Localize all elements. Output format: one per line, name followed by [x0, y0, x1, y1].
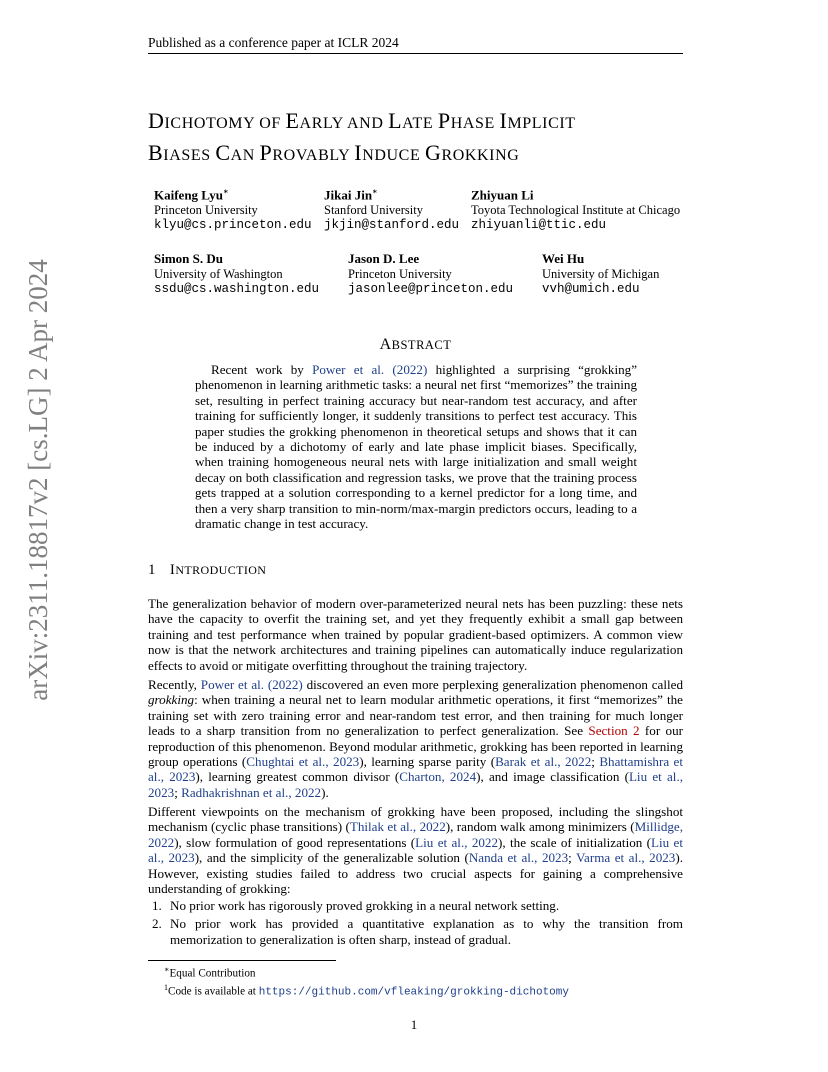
citation-link[interactable]: Radhakrishnan et al., 2022	[181, 784, 322, 800]
author-affiliation: Stanford University	[324, 202, 423, 217]
author-email[interactable]: jasonlee@princeton.edu	[348, 282, 514, 296]
numbered-list	[148, 898, 683, 950]
author-affiliation: Princeton University	[348, 266, 452, 281]
author-email[interactable]: ssdu@cs.washington.edu	[154, 282, 320, 296]
running-head: Published as a conference paper at ICLR 2024	[148, 35, 399, 50]
citation-link[interactable]: Bhattamishra et al., 2023	[148, 754, 684, 785]
section-ref-link[interactable]: Section 2	[588, 723, 640, 739]
section-heading-introduction: 1 INTRODUCTION	[148, 562, 267, 578]
citation-link[interactable]: Millidge, 2022	[148, 819, 683, 850]
abstract-heading: ABSTRACT	[379, 336, 452, 353]
header-rule	[148, 53, 683, 54]
footnote-code: $^1$Code is available at https://github.com/vfleaking/grokking-dichotomy	[164, 983, 569, 999]
author-block	[348, 251, 513, 298]
list-item	[148, 898, 683, 913]
author-name: Jason D. Lee	[348, 251, 420, 266]
author-name: Jikai Jin	[324, 187, 373, 203]
list-item-text: No prior work has provided a quantitative explanation as to why the transition from memorization to generalization is often sharp, instead of gradual.	[170, 916, 683, 947]
author-affiliation: University of Washington	[154, 266, 283, 281]
citation-link[interactable]: Liu et al., 2023	[148, 834, 683, 866]
author-affiliation: University of Michigan	[542, 266, 660, 281]
author-block	[154, 184, 312, 234]
intro-paragraph-1: The generalization behavior of modern over-parameterized neural nets has been puzzling: these nets have the capacity to overfit the training set, and yet they frequently exhibit a small gap between training and test performance when trained by popular gradient-based optimizers. A common view now is that the network architectures and training pipelines can automatically induce regularization effects to avoid or mitigate overfitting throughout the training trajectory.	[148, 596, 683, 673]
citation-link[interactable]: Chughtai et al., 2023	[246, 754, 360, 770]
citation-link[interactable]: Nanda et al., 2023	[468, 850, 569, 866]
arxiv-stamp: arXiv:2311.18817v2 [cs.LG] 2 Apr 2024	[23, 259, 53, 701]
citation-link[interactable]: Power et al. (2022)	[200, 677, 303, 692]
title-line-2: BIASES CAN PROVABLY INDUCE GROKKING	[148, 140, 520, 165]
author-block	[154, 251, 319, 298]
list-item	[148, 916, 683, 947]
list-item-text: No prior work has rigorously proved grokking in a neural network setting.	[170, 898, 560, 913]
equal-contribution-mark: ∗	[372, 187, 378, 196]
footnotes	[164, 963, 569, 1000]
citation-link[interactable]: Liu et al., 2022	[415, 834, 499, 850]
grokking-term: grokking	[148, 692, 195, 708]
author-block	[324, 184, 459, 234]
citation-link[interactable]: Charton, 2024	[399, 769, 477, 785]
intro-paragraph-3: Different viewpoints on the mechanism of grokking have been proposed, including the slingshot mechanism (cyclic phase transitions) (Thilak et al., 2022), random walk among minimizers (Millidge, 2022), slow formulation of good representations (Liu et al., 2022), the scale of initialization (Liu et al., 2023), and the simplicity of the generalizable solution (Nanda et al., 2023; Varma et al., 2023). However, existing studies failed to address two crucial aspects for gaining a comprehensive understanding of grokking:	[148, 804, 683, 897]
author-block	[542, 251, 659, 298]
author-email[interactable]: zhiyuanli@ttic.edu	[471, 218, 607, 233]
equal-contribution-mark: ∗	[223, 187, 229, 196]
page-number: 1	[410, 1017, 418, 1032]
author-block	[471, 184, 680, 234]
citation-link[interactable]: Thilak et al., 2022	[349, 819, 446, 835]
author-name: Zhiyuan Li	[471, 187, 534, 203]
author-email[interactable]: jkjin@stanford.edu	[324, 218, 460, 233]
list-item-number: 2.	[152, 916, 162, 932]
footnote-rule	[148, 960, 336, 961]
author-name: Wei Hu	[542, 251, 585, 266]
footnote-equal-contribution: ∗Equal Contribution	[164, 965, 256, 980]
citation-link[interactable]: Liu et al., 2023	[148, 769, 683, 800]
author-email[interactable]: vvh@umich.edu	[542, 282, 640, 296]
citation-link[interactable]: Power et al. (2022)	[312, 362, 428, 377]
author-affiliation: Toyota Technological Institute at Chicago	[471, 202, 681, 217]
author-name: Simon S. Du	[154, 251, 223, 266]
citation-link[interactable]: Barak et al., 2022	[495, 754, 592, 770]
code-url-link[interactable]: https://github.com/vfleaking/grokking-dichotomy	[258, 986, 569, 999]
author-name: Kaifeng Lyu	[154, 187, 223, 203]
author-email[interactable]: klyu@cs.princeton.edu	[154, 218, 312, 233]
paper-title	[148, 106, 708, 170]
list-item-number: 1.	[152, 898, 162, 913]
title-line-1: DICHOTOMY OF EARLY AND LATE PHASE IMPLICIT	[148, 108, 576, 133]
intro-paragraph-2: Recently, Power et al. (2022) discovered an even more perplexing generalization phenomenon called grokking: when training a neural net to learn modular arithmetic operations, it first “memorizes” the training set with zero training error and near-random test error, and then training for much longer leads to a sharp transition from no generalization to perfect generalization. See Section 2 for our reproduction of this phenomenon. Beyond modular arithmetic, grokking has been reported in learning group operations (Chughtai et al., 2023), learning sparse parity (Barak et al., 2022; Bhattamishra et al., 2023), learning greatest common divisor (Charton, 2024), and image classification (Liu et al., 2023; Radhakrishnan et al., 2022).	[148, 677, 684, 800]
citation-link[interactable]: Varma et al., 2023	[576, 850, 676, 866]
abstract-text: Recent work by Power et al. (2022) highlighted a surprising “grokking” phenomenon in learning arithmetic tasks: a neural net first “memorizes” the training set, resulting in perfect training accuracy but near-random test accuracy, and after training for sufficiently longer, it suddenly transitions to perfect test accuracy. This paper studies the grokking phenomenon in theoretical setups and shows that it can be induced by a dichotomy of early and late phase implicit biases. Specifically, when training homogeneous neural nets with large initialization and small weight decay on both classification and regression tasks, we prove that the training process gets trapped at a solution corresponding to a kernel predictor for a long time, and then a very sharp transition to min-norm/max-margin predictors occurs, leading to a dramatic change in test accuracy.	[195, 362, 638, 532]
author-affiliation: Princeton University	[154, 202, 258, 217]
